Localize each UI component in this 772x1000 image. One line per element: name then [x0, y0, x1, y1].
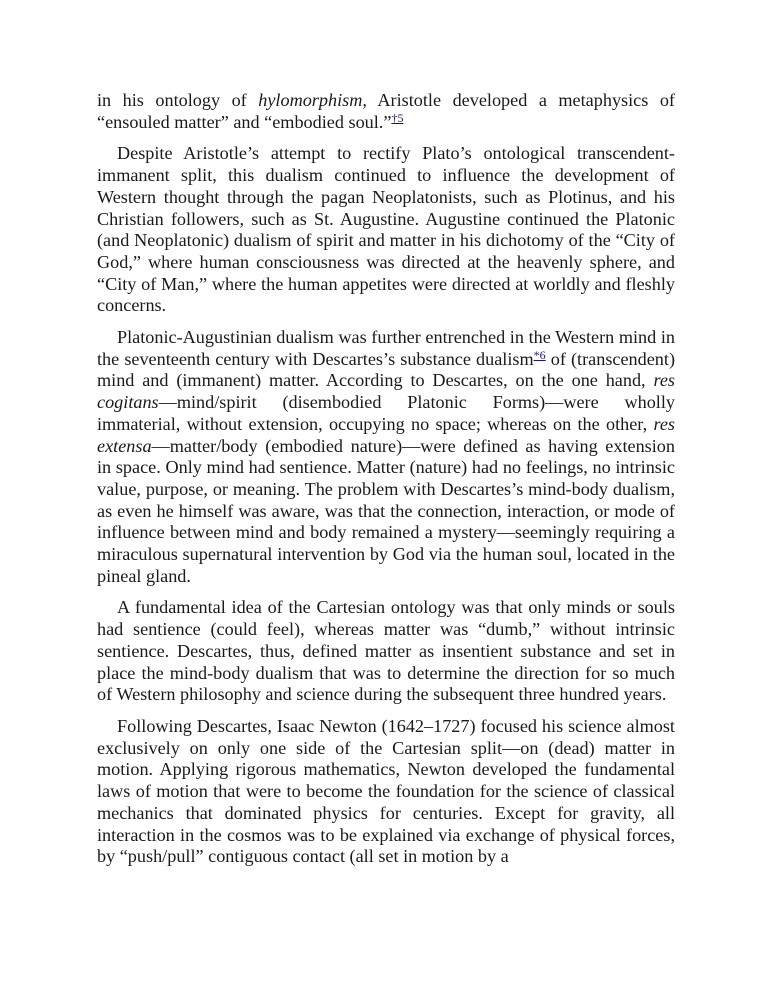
- text-segment: A fundamental idea of the Cartesian ontology was that only minds or souls had sentience (could feel), whereas matter was “dumb,” without intrinsic sentience. Descartes, thus, defined matter as insentient substance and set in place the mind-body dualism that was to determine the direction for so much of Western philosophy and science during the subsequent three hundred years.: [97, 597, 675, 705]
- paragraph-5: [97, 716, 675, 868]
- text-segment: Aristotle developed a metaphysics of “ensouled matter” and “embodied soul.”: [97, 90, 675, 132]
- paragraph-3: [97, 327, 675, 587]
- paragraph-2: [97, 143, 675, 317]
- text-segment: in his ontology of: [97, 90, 259, 110]
- paragraph-1: [97, 90, 675, 133]
- italic-term: res cogitans: [97, 370, 675, 413]
- text-segment: —matter/body (embodied nature)—were defined as having extension in space. Only mind had sentience. Matter (nature) had no feelings, no intrinsic value, purpose, or meaning. The problem with Descartes’s mind-body dualism, as even he himself was aware, was that the connection, interaction, or mode of influence between mind and body remained a mystery—seemingly requiring a miraculous supernatural intervention by God via the human soul, located in the pineal gland.: [97, 435, 675, 586]
- text-segment: Following Descartes, Isaac Newton (1642–1727) focused his science almost exclusively on only one side of the Cartesian split—on (dead) matter in motion. Applying rigorous mathematics, Newton developed the fundamental laws of motion that were to become the foundation for the science of classical mechanics that dominated physics for centuries. Except for gravity, all interaction in the cosmos was to be explained via exchange of physical forces, by “push/pull” contiguous contact (all set in motion by a: [97, 715, 675, 867]
- footnote-link[interactable]: †5: [391, 110, 404, 125]
- page-body: [97, 90, 675, 878]
- footnote-link[interactable]: *6: [533, 347, 546, 362]
- paragraph-4: [97, 597, 675, 706]
- text-segment: —mind/spirit (disembodied Platonic Forms)—were wholly immaterial, without extension, occupying no space; whereas on the other,: [97, 392, 675, 434]
- text-segment: of (transcendent) mind and (immanent) matter. According to Descartes, on the one hand,: [97, 348, 676, 391]
- italic-term: hylomorphism,: [258, 90, 367, 110]
- italic-term: res extensa: [97, 413, 675, 456]
- text-segment: Despite Aristotle’s attempt to rectify Plato’s ontological transcendent-immanent split, this dualism continued to influence the development of Western thought through the pagan Neoplatonists, such as Plotinus, and his Christian followers, such as St. Augustine. Augustine continued the Platonic (and Neoplatonic) dualism of spirit and matter in his dichotomy of the “City of God,” where human consciousness was directed at the heavenly sphere, and “City of Man,” where the human appetites were directed at worldly and fleshly concerns.: [97, 143, 675, 316]
- text-segment: Platonic-Augustinian dualism was further entrenched in the Western mind in the seventeenth century with Descartes’s substance dualism: [97, 327, 675, 369]
